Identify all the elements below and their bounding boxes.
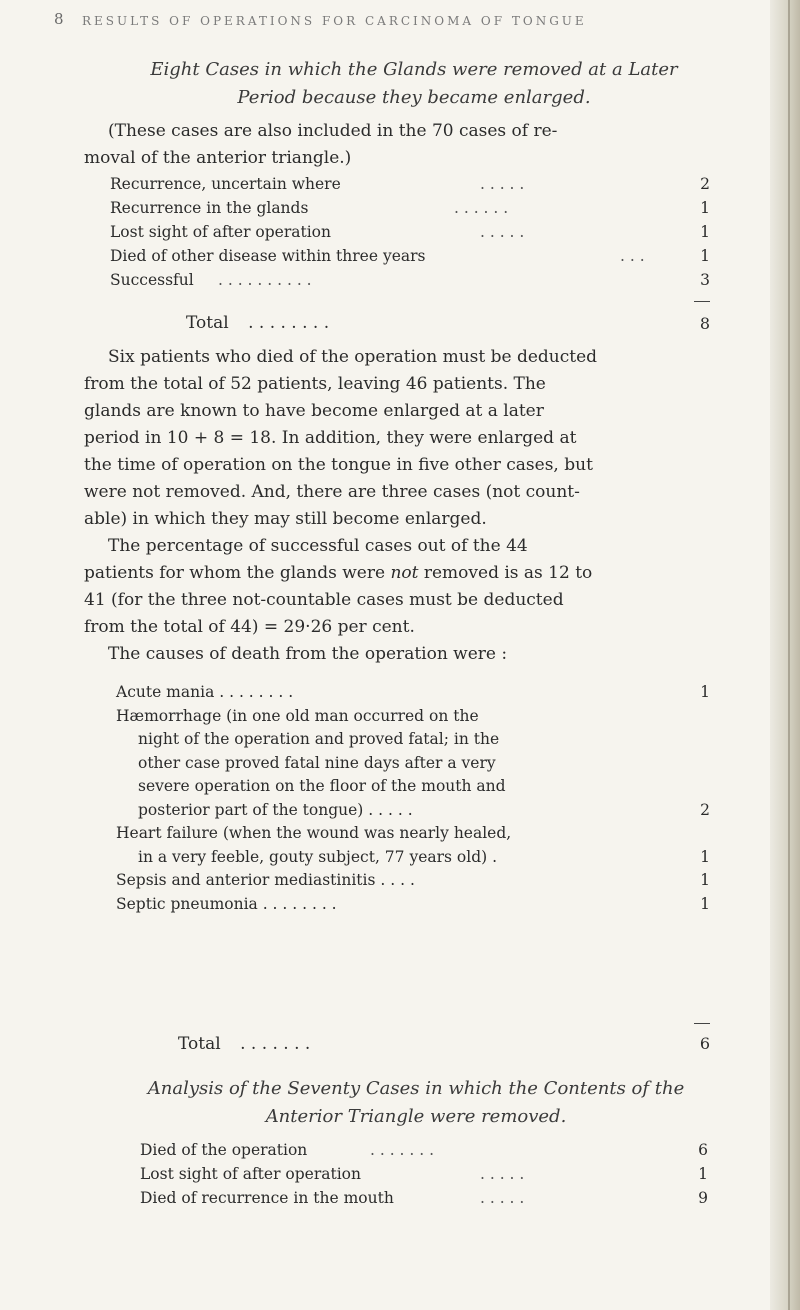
leader-dots: . . . . . . . [370, 1141, 435, 1159]
row-value: 6 [698, 1141, 708, 1159]
total-value: 8 [699, 314, 710, 333]
paragraph-line [84, 560, 744, 587]
row-label: Lost sight of after operation [110, 223, 331, 241]
text-run: patients for whom the glands were [84, 563, 391, 583]
running-head: RESULTS OF OPERATIONS FOR CARCINOMA OF TONGUE [82, 14, 587, 28]
causes-of-death-table [116, 681, 710, 916]
leader-dots: . . . . . . [454, 199, 509, 217]
leader-dots: . . . . . [480, 1165, 525, 1183]
row-value: 1 [700, 247, 710, 265]
row-value: 2 [700, 800, 710, 819]
heading-line: Anterior Triangle were removed. [265, 1106, 567, 1127]
paragraph-line: able) in which they may still become enlarged. [84, 509, 487, 529]
row-label-cont: severe operation on the floor of the mouth and [138, 777, 506, 795]
sum-rule [694, 1023, 710, 1024]
row-value: 2 [700, 175, 710, 193]
table-row [110, 244, 710, 268]
note-line: (These cases are also included in the 70 cases of re- [108, 121, 558, 141]
row-label: Died of the operation [140, 1141, 308, 1159]
total-row [186, 313, 329, 333]
row-label: Recurrence in the glands [110, 199, 309, 217]
analysis-table [140, 1139, 708, 1211]
paragraph-line: 41 (for the three not-countable cases must be deducted [84, 590, 564, 610]
row-label: Died of recurrence in the mouth [140, 1189, 394, 1207]
table-row [140, 1187, 708, 1211]
paragraph-line: The percentage of successful cases out of the 44 [108, 536, 528, 556]
row-value: 1 [700, 683, 710, 701]
page-edge [770, 0, 800, 1310]
row-label: Hæmorrhage (in one old man occurred on the [116, 706, 479, 725]
total-label: Total [178, 1034, 221, 1054]
row-label-cont: posterior part of the tongue) . . . . . [138, 800, 413, 819]
table-row [116, 869, 710, 893]
paragraph-line: Six patients who died of the operation must be deducted [108, 347, 598, 367]
table-row [110, 268, 710, 292]
heading-line: Analysis of the Seventy Cases in which the Contents of the [147, 1078, 685, 1099]
row-label: Septic pneumonia . . . . . . . . [116, 894, 337, 913]
emphasis-not: not [390, 563, 419, 583]
table-row [110, 172, 710, 196]
paragraph-line: period in 10 + 8 = 18. In addition, they were enlarged at [84, 428, 577, 448]
paragraph-line: from the total of 52 patients, leaving 46 patients. The [84, 374, 546, 394]
row-label: Successful [110, 271, 194, 289]
leader-dots: . . . . . [480, 223, 525, 241]
body-paragraph [84, 344, 744, 668]
leader-dots: . . . . . [480, 175, 525, 193]
row-label: Acute mania . . . . . . . . [116, 683, 294, 701]
paragraph-line: the time of operation on the tongue in five other cases, but [84, 455, 593, 475]
table-row [110, 196, 710, 220]
table-row [140, 1163, 708, 1187]
row-value: 1 [700, 199, 710, 217]
section-heading-later-enlarged [84, 56, 744, 112]
paragraph-line: from the total of 44) = 29·26 per cent. [84, 617, 415, 637]
row-value: 1 [700, 847, 710, 866]
table-row [140, 1139, 708, 1163]
leader-dots: . . . . . . . . [248, 313, 330, 333]
leader-dots: . . . . . . . . . . [218, 271, 312, 289]
total-value: 6 [699, 1034, 710, 1053]
row-label-cont: other case proved fatal nine days after a very [138, 753, 496, 772]
note-line: moval of the anterior triangle.) [84, 148, 352, 168]
leader-dots: . . . . . [480, 1189, 525, 1207]
row-label: Died of other disease within three years [110, 247, 426, 265]
row-value: 1 [700, 894, 710, 913]
paragraph-line: glands are known to have become enlarged at a later [84, 401, 544, 421]
row-label-cont: in a very feeble, gouty subject, 77 years old) . [138, 847, 498, 866]
paragraph-line: were not removed. And, there are three cases (not count- [84, 482, 580, 502]
row-value: 1 [700, 871, 710, 889]
row-label: Lost sight of after operation [140, 1165, 361, 1183]
paragraph-line: The causes of death from the operation were : [108, 644, 508, 664]
table-row [116, 705, 710, 823]
row-value: 1 [700, 223, 710, 241]
leader-dots: . . . [620, 247, 645, 265]
heading-line: Period because they became enlarged. [237, 87, 591, 108]
table-row [116, 681, 710, 705]
row-label: Heart failure (when the wound was nearly healed, [116, 824, 512, 842]
row-label: Sepsis and anterior mediastinitis . . . . [116, 871, 415, 889]
sum-rule [694, 301, 710, 302]
text-run: removed is as 12 to [418, 563, 593, 583]
table-row [116, 893, 710, 917]
row-value: 3 [700, 271, 710, 289]
page-number: 8 [54, 10, 64, 28]
row-label: Recurrence, uncertain where [110, 175, 341, 193]
total-label: Total [186, 313, 229, 333]
total-row [178, 1034, 310, 1054]
table-row [116, 822, 710, 869]
row-label-cont: night of the operation and proved fatal; in the [138, 730, 500, 748]
later-enlarged-table [110, 172, 710, 292]
leader-dots: . . . . . . . [240, 1034, 311, 1054]
row-value: 9 [698, 1189, 708, 1207]
section-note [84, 118, 744, 172]
table-row [110, 220, 710, 244]
heading-line: Eight Cases in which the Glands were removed at a Later [150, 59, 678, 80]
section-heading-analysis [76, 1075, 756, 1131]
row-value: 1 [698, 1165, 708, 1183]
